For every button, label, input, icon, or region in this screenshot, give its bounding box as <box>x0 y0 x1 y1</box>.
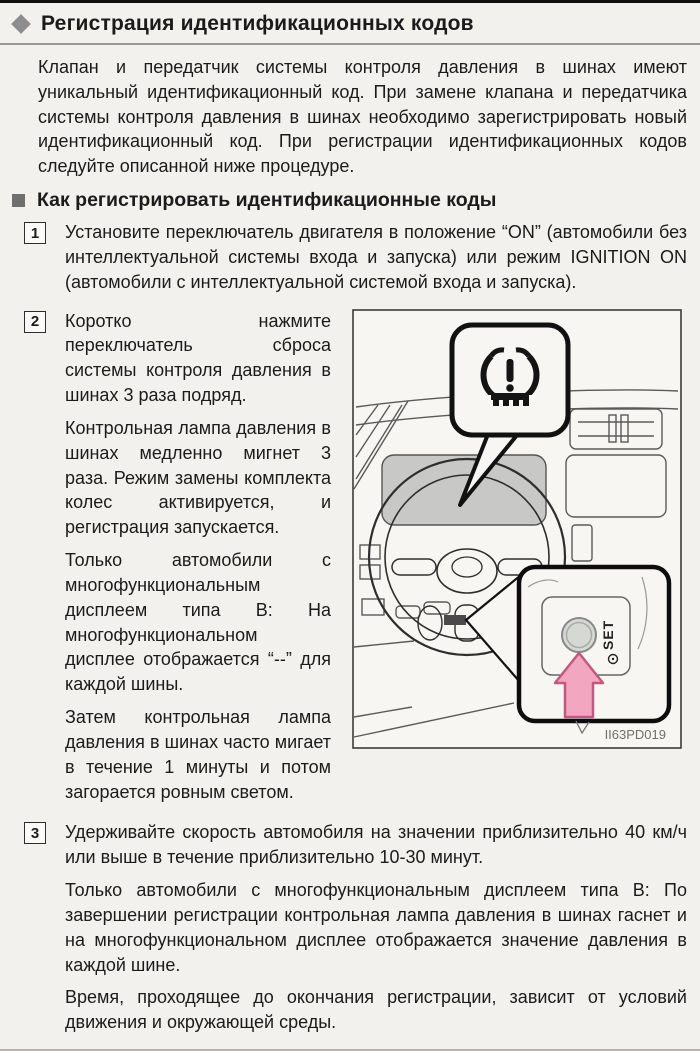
step-2-paragraph: Только автомобили с многофункциональным дисплеем типа B: На многофункциональном дисплее отображается “--” для каждой шины. <box>65 550 331 695</box>
page-header <box>0 3 700 45</box>
section-heading-text: Как регистрировать идентификационные коды <box>37 189 497 212</box>
dash-set-switch <box>444 615 466 625</box>
step-3-paragraph: Время, проходящее до окончания регистрации, зависит от условий движения и окружающей среды. <box>65 987 687 1033</box>
step-2-number: 2 <box>24 311 46 333</box>
step-2-paragraph: Затем контрольная лампа давления в шинах часто мигает в течение 1 минуты и потом загорается ровным светом. <box>65 707 331 802</box>
step-3-number: 3 <box>24 822 46 844</box>
section-heading <box>12 189 687 212</box>
step-3-text: Удерживайте скорость автомобиля на значении приблизительно 40 км/ч или выше в течение приблизительно 10-30 минут. <box>65 822 687 868</box>
step-3 <box>24 820 687 1043</box>
set-button-inset <box>519 567 669 733</box>
dashboard-illustration-svg <box>352 309 682 749</box>
diamond-bullet-icon <box>11 14 31 34</box>
step-2-paragraph: Контрольная лампа давления в шинах медленно мигнет 3 раза. Режим замены комплекта колес активируется, и регистрация запускается. <box>65 417 331 538</box>
step-1-text: Установите переключатель двигателя в положение “ON” (автомобили без интеллектуальной системы входа и запуска) или режим IGNITION ON (автомобили с интеллектуальной системой входа и запуска). <box>65 222 687 292</box>
step-2-row <box>24 309 688 813</box>
figure-label: II63PD019 <box>604 726 666 742</box>
intro-paragraph: Клапан и передатчик системы контроля давления в шинах имеют уникальный идентификационный код. При замене клапана и передатчика системы контроля давления в шинах необходимо зарегистрировать новый идентификационный код. При регистрации идентификационных кодов следуйте описанной ниже процедуре. <box>38 57 687 177</box>
page-title: Регистрация идентификационных кодов <box>41 12 474 35</box>
step-3-paragraph: Только автомобили с многофункциональным дисплеем типа B: По завершении регистрации контрольная лампа давления в шинах гаснет и на многофункциональном дисплее отображается значение давления в каждой шине. <box>65 880 687 975</box>
square-bullet-icon <box>12 194 25 207</box>
step-2 <box>24 309 331 813</box>
set-button-label: SET <box>600 619 616 650</box>
step-1-number: 1 <box>24 222 46 244</box>
dashboard-illustration <box>352 309 682 749</box>
step-1 <box>24 220 687 302</box>
step-2-text: Коротко нажмите переключатель сброса системы контроля давления в шинах 3 раза подряд. <box>65 310 331 406</box>
